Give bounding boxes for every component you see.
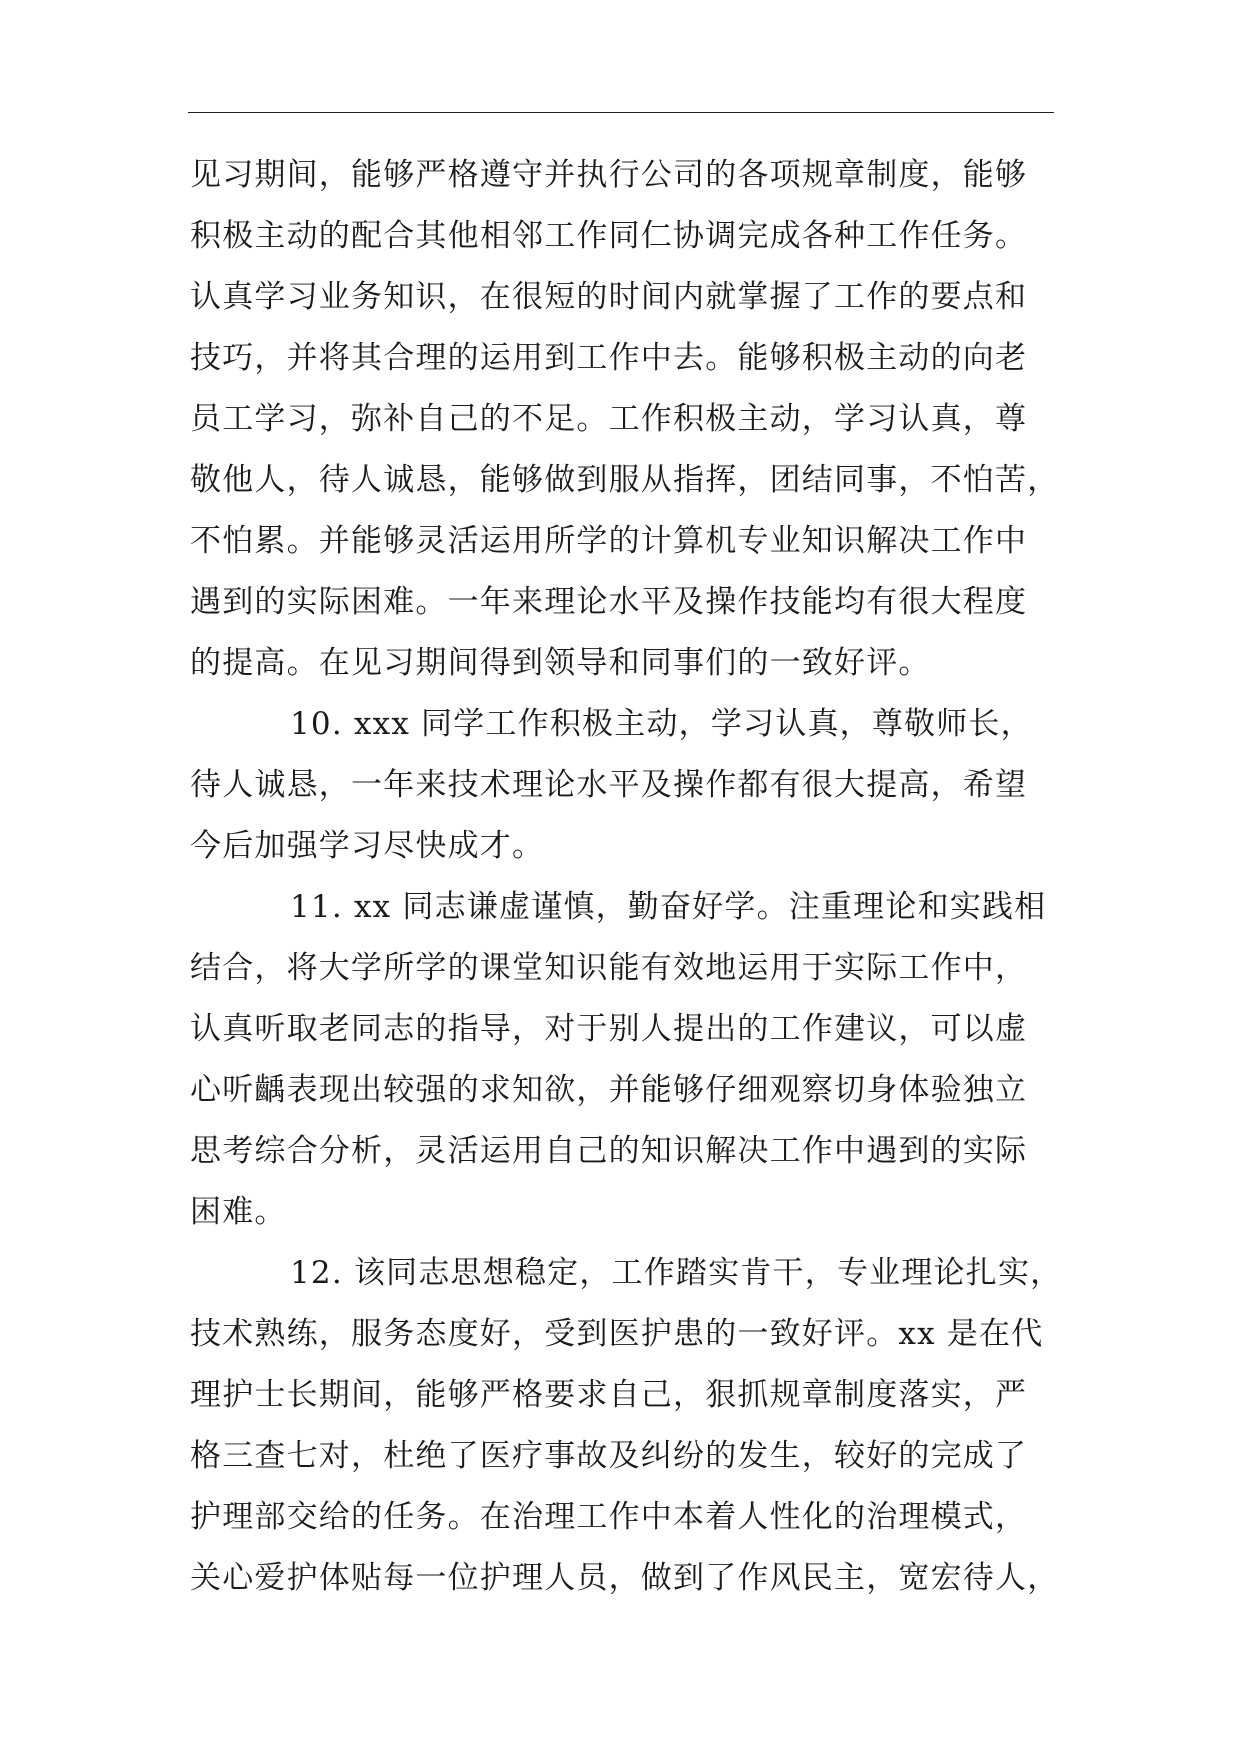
text-line: 关心爱护体贴每一位护理人员，做到了作风民主，宽宏待人， bbox=[190, 1560, 1060, 1596]
text-line: 困难。 bbox=[190, 1194, 287, 1230]
text-line: 10. xxx 同学工作积极主动，学习认真，尊敬师长， bbox=[290, 706, 1033, 742]
text-line: 结合，将大学所学的课堂知识能有效地运用于实际工作中， bbox=[190, 950, 1028, 986]
text-line: 敬他人，待人诚恳，能够做到服从指挥，团结同事，不怕苦， bbox=[190, 462, 1060, 498]
text-line: 遇到的实际困难。一年来理论水平及操作技能均有很大程度 bbox=[190, 584, 1028, 620]
text-line: 格三查七对，杜绝了医疗事故及纠纷的发生，较好的完成了 bbox=[190, 1438, 1028, 1474]
text-line: 技术熟练，服务态度好，受到医护患的一致好评。xx 是在代 bbox=[190, 1316, 1044, 1352]
text-line: 认真学习业务知识，在很短的时间内就掌握了工作的要点和 bbox=[190, 279, 1028, 315]
text-line: 见习期间，能够严格遵守并执行公司的各项规章制度，能够 bbox=[190, 157, 1028, 193]
text-line: 理护士长期间，能够严格要求自己，狠抓规章制度落实，严 bbox=[190, 1377, 1028, 1413]
text-line: 思考综合分析，灵活运用自己的知识解决工作中遇到的实际 bbox=[190, 1133, 1028, 1169]
text-line: 技巧，并将其合理的运用到工作中去。能够积极主动的向老 bbox=[190, 340, 1028, 376]
document-body bbox=[190, 145, 1063, 1609]
text-line: 员工学习，弥补自己的不足。工作积极主动，学习认真，尊 bbox=[190, 401, 1028, 437]
text-line: 护理部交给的任务。在治理工作中本着人性化的治理模式， bbox=[190, 1499, 1028, 1535]
text-line: 12. 该同志思想稳定，工作踏实肯干，专业理论扎实， bbox=[290, 1255, 1063, 1291]
text-line: 待人诚恳，一年来技术理论水平及操作都有很大提高，希望 bbox=[190, 767, 1028, 803]
text-line: 积极主动的配合其他相邻工作同仁协调完成各种工作任务。 bbox=[190, 218, 1028, 254]
text-line: 今后加强学习尽快成才。 bbox=[190, 828, 545, 864]
text-line: 认真听取老同志的指导，对于别人提出的工作建议，可以虚 bbox=[190, 1011, 1028, 1047]
header-rule bbox=[188, 112, 1054, 113]
text-line: 心听齲表现出较强的求知欲，并能够仔细观察切身体验独立 bbox=[190, 1072, 1028, 1108]
text-line: 的提高。在见习期间得到领导和同事们的一致好评。 bbox=[190, 645, 931, 681]
text-line: 不怕累。并能够灵活运用所学的计算机专业知识解决工作中 bbox=[190, 523, 1028, 559]
text-line: 11. xx 同志谦虚谨慎，勤奋好学。注重理论和实践相 bbox=[290, 889, 1047, 925]
